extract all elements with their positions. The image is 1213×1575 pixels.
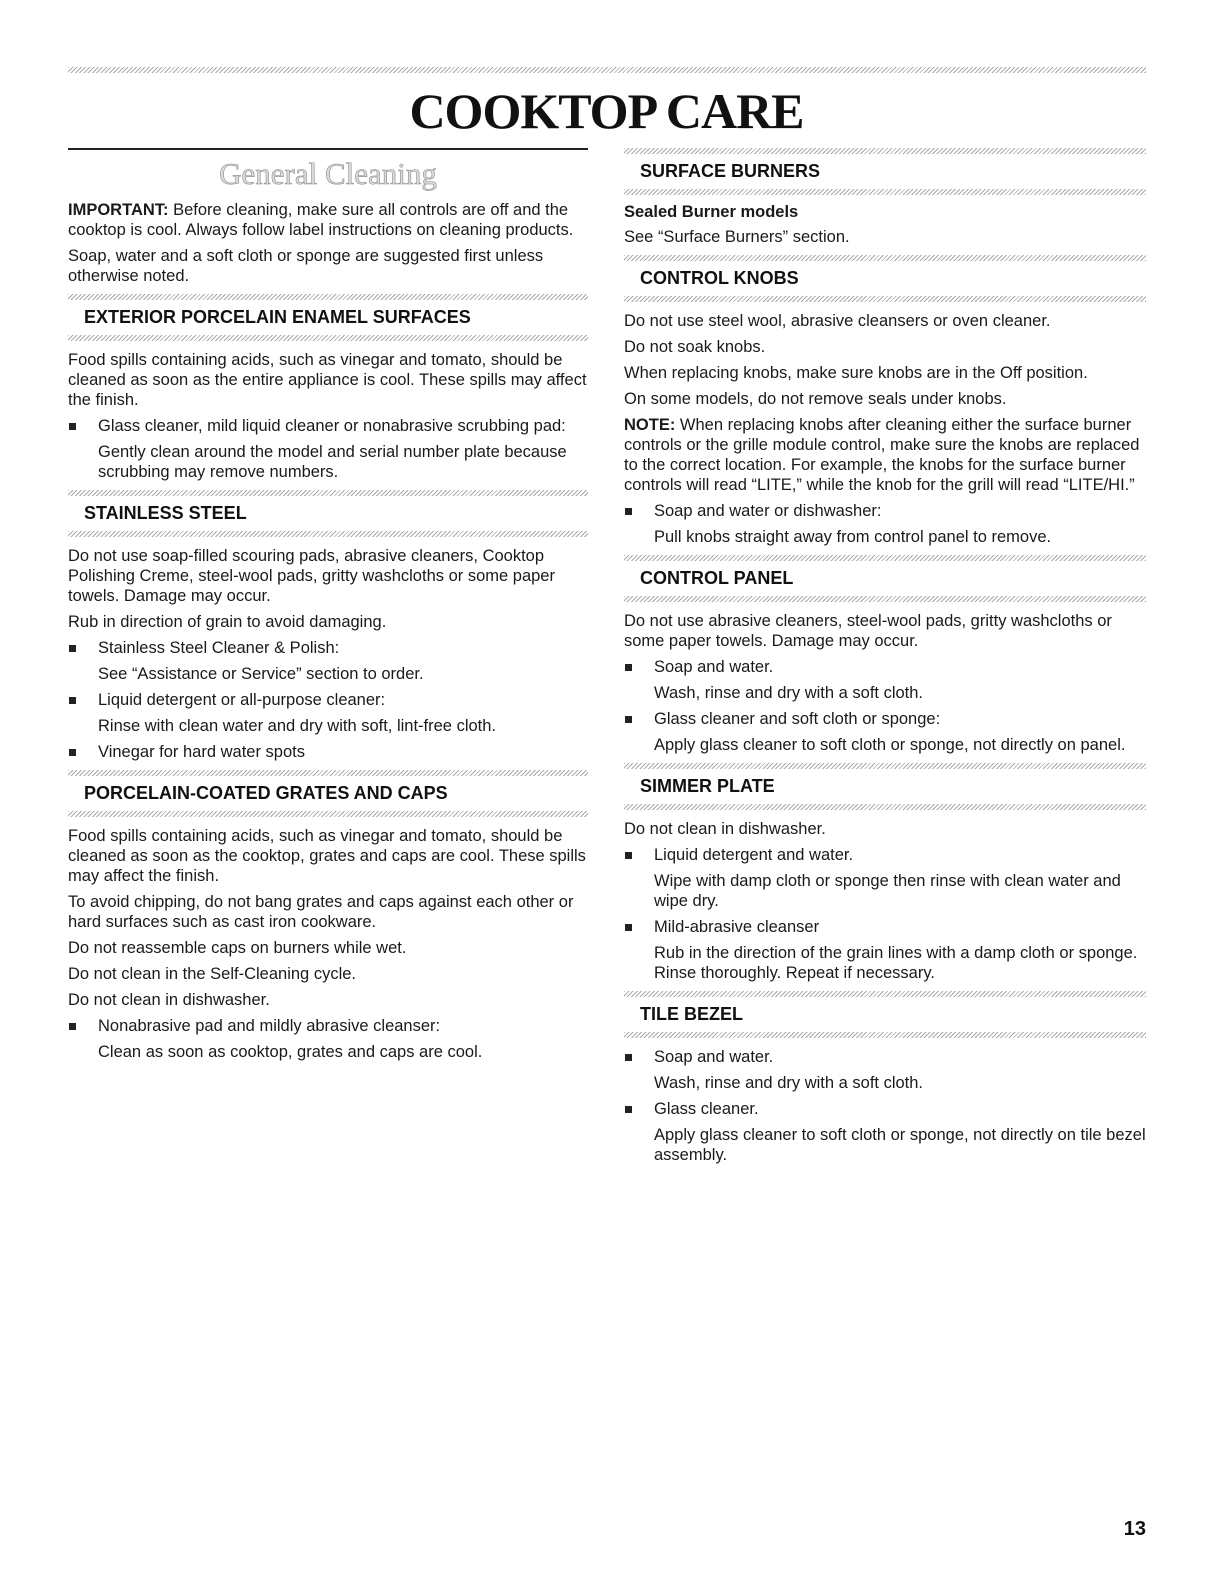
- important-text: Before cleaning, make sure all controls are off and the cooktop is cool. Always follow label instructions on cleaning products.: [68, 201, 574, 239]
- list-item: [624, 845, 1146, 911]
- right-column: [624, 148, 1146, 1171]
- stainless-intro: Do not use soap-filled scouring pads, abrasive cleaners, Cooktop Polishing Creme, steel-wool pads, gritty washcloths or some paper towels. Damage may occur.: [68, 547, 555, 605]
- square-bullet-icon: [625, 716, 632, 723]
- list-item-text: Liquid detergent and water.: [654, 846, 854, 864]
- square-bullet-icon: [69, 423, 76, 430]
- list-item: [68, 416, 588, 482]
- control-panel-intro: Do not use abrasive cleaners, steel-wool pads, gritty washcloths or some paper towels. Damage may occur.: [624, 612, 1112, 650]
- grates-list: [68, 1016, 588, 1062]
- grates-paragraphs: [68, 826, 588, 1010]
- important-label: IMPORTANT:: [68, 201, 169, 219]
- hatch-rule: [624, 189, 1146, 195]
- square-bullet-icon: [625, 852, 632, 859]
- hatch-rule: [624, 596, 1146, 602]
- hatch-rule: [624, 804, 1146, 810]
- body-paragraph: When replacing knobs, make sure knobs are in the Off position.: [624, 364, 1088, 382]
- list-item-detail: Rub in the direction of the grain lines with a damp cloth or sponge. Rinse thoroughly. Repeat if necessary.: [654, 944, 1138, 982]
- list-item: [624, 1099, 1146, 1165]
- surface-burners-text: See “Surface Burners” section.: [624, 228, 850, 246]
- top-hatch-rule: [68, 67, 1146, 73]
- note-text: When replacing knobs after cleaning either the surface burner controls or the grille module control, make sure the knobs are replaced to the correct location. For example, the knobs for the surface burner controls will read “LITE,” while the knob for the grill will read “LITE/HI.”: [624, 416, 1140, 494]
- list-item-text: Mild-abrasive cleanser: [654, 918, 820, 936]
- list-item-text: Stainless Steel Cleaner & Polish:: [98, 639, 340, 657]
- body-paragraph: To avoid chipping, do not bang grates and caps against each other or hard surfaces such as cast iron cookware.: [68, 893, 574, 931]
- simmer-plate-section: [624, 763, 1146, 983]
- list-item: [624, 709, 1146, 755]
- square-bullet-icon: [69, 749, 76, 756]
- left-column: [68, 148, 588, 1068]
- list-item-detail: Apply glass cleaner to soft cloth or sponge, not directly on tile bezel assembly.: [654, 1126, 1146, 1164]
- hatch-rule: [68, 335, 588, 341]
- list-item-detail: Wash, rinse and dry with a soft cloth.: [654, 684, 924, 702]
- square-bullet-icon: [625, 664, 632, 671]
- list-item: [624, 917, 1146, 983]
- hatch-rule: [624, 763, 1146, 769]
- hatch-rule: [624, 1032, 1146, 1038]
- control-knobs-paragraphs: [624, 311, 1146, 409]
- exterior-intro: Food spills containing acids, such as vinegar and tomato, should be cleaned as soon as the entire appliance is cool. These spills may affect the finish.: [68, 351, 587, 409]
- hatch-rule: [624, 555, 1146, 561]
- simmer-plate-list: [624, 845, 1146, 983]
- note-paragraph: [624, 415, 1146, 495]
- list-item-text: Glass cleaner, mild liquid cleaner or nonabrasive scrubbing pad:: [98, 417, 566, 435]
- square-bullet-icon: [625, 924, 632, 931]
- simmer-plate-heading: SIMMER PLATE: [640, 776, 775, 796]
- hatch-rule: [68, 531, 588, 537]
- square-bullet-icon: [625, 1054, 632, 1061]
- control-knobs-heading: CONTROL KNOBS: [640, 268, 799, 288]
- body-paragraph: Do not clean in dishwasher.: [68, 991, 270, 1009]
- list-item-detail: Pull knobs straight away from control panel to remove.: [654, 528, 1052, 546]
- body-paragraph: Do not reassemble caps on burners while wet.: [68, 939, 407, 957]
- exterior-list: [68, 416, 588, 482]
- hatch-rule: [68, 811, 588, 817]
- exterior-heading: EXTERIOR PORCELAIN ENAMEL SURFACES: [84, 307, 471, 327]
- surface-burners-heading: SURFACE BURNERS: [640, 161, 821, 181]
- stainless-heading: STAINLESS STEEL: [84, 503, 247, 523]
- control-knobs-section: [624, 255, 1146, 547]
- control-panel-heading: CONTROL PANEL: [640, 568, 794, 588]
- body-paragraph: Do not clean in the Self-Cleaning cycle.: [68, 965, 356, 983]
- list-item-detail: See “Assistance or Service” section to order.: [98, 665, 424, 683]
- square-bullet-icon: [625, 508, 632, 515]
- soap-paragraph: Soap, water and a soft cloth or sponge are suggested first unless otherwise noted.: [68, 247, 544, 285]
- list-item-detail: Clean as soon as cooktop, grates and caps are cool.: [98, 1043, 483, 1061]
- page-number: 13: [1123, 1518, 1146, 1540]
- list-item-text: Soap and water.: [654, 658, 774, 676]
- hatch-rule: [68, 294, 588, 300]
- general-cleaning-title: General Cleaning: [219, 156, 437, 191]
- list-item: [624, 501, 1146, 547]
- list-item-detail: Apply glass cleaner to soft cloth or sponge, not directly on panel.: [654, 736, 1126, 754]
- note-label: NOTE:: [624, 416, 676, 434]
- hatch-rule: [624, 296, 1146, 302]
- list-item: [68, 1016, 588, 1062]
- list-item-text: Vinegar for hard water spots: [98, 743, 305, 761]
- hatch-rule: [624, 255, 1146, 261]
- list-item-text: Glass cleaner and soft cloth or sponge:: [654, 710, 941, 728]
- hatch-rule: [68, 770, 588, 776]
- page-title: COOKTOP CARE: [409, 83, 804, 139]
- list-item: [68, 742, 588, 762]
- control-knobs-list: [624, 501, 1146, 547]
- list-item: [624, 657, 1146, 703]
- list-item-detail: Wash, rinse and dry with a soft cloth.: [654, 1074, 924, 1092]
- grates-section: [68, 770, 588, 1062]
- list-item-text: Soap and water.: [654, 1048, 774, 1066]
- tile-bezel-list: [624, 1047, 1146, 1165]
- square-bullet-icon: [69, 697, 76, 704]
- list-item-text: Liquid detergent or all-purpose cleaner:: [98, 691, 386, 709]
- tile-bezel-heading: TILE BEZEL: [640, 1004, 743, 1024]
- body-paragraph: On some models, do not remove seals under knobs.: [624, 390, 1007, 408]
- body-paragraph: Do not soak knobs.: [624, 338, 766, 356]
- list-item-text: Soap and water or dishwasher:: [654, 502, 882, 520]
- section-title-rule: [68, 148, 588, 150]
- hatch-rule: [68, 490, 588, 496]
- tile-bezel-section: [624, 991, 1146, 1165]
- list-item-detail: Wipe with damp cloth or sponge then rinse with clean water and wipe dry.: [654, 872, 1121, 910]
- list-item-detail: Rinse with clean water and dry with soft, lint-free cloth.: [98, 717, 497, 735]
- stainless-section: [68, 490, 588, 762]
- square-bullet-icon: [69, 645, 76, 652]
- important-paragraph: [68, 200, 588, 240]
- hatch-rule: [624, 991, 1146, 997]
- list-item-text: Glass cleaner.: [654, 1100, 759, 1118]
- stainless-list: [68, 638, 588, 762]
- grates-heading: PORCELAIN-COATED GRATES AND CAPS: [84, 783, 448, 803]
- sealed-burner-subheading: Sealed Burner models: [624, 203, 799, 221]
- list-item-detail: Gently clean around the model and serial number plate because scrubbing may remove numbers.: [98, 443, 567, 481]
- stainless-grain: Rub in direction of grain to avoid damaging.: [68, 613, 387, 631]
- square-bullet-icon: [625, 1106, 632, 1113]
- body-paragraph: Food spills containing acids, such as vinegar and tomato, should be cleaned as soon as the cooktop, grates and caps are cool. These spills may affect the finish.: [68, 827, 586, 885]
- list-item: [68, 638, 588, 684]
- list-item-text: Nonabrasive pad and mildly abrasive cleanser:: [98, 1017, 441, 1035]
- body-paragraph: Do not use steel wool, abrasive cleansers or oven cleaner.: [624, 312, 1051, 330]
- exterior-section: [68, 294, 588, 482]
- simmer-plate-intro: Do not clean in dishwasher.: [624, 820, 826, 838]
- control-panel-list: [624, 657, 1146, 755]
- control-panel-section: [624, 555, 1146, 755]
- hatch-rule: [624, 148, 1146, 154]
- list-item: [624, 1047, 1146, 1093]
- list-item: [68, 690, 588, 736]
- square-bullet-icon: [69, 1023, 76, 1030]
